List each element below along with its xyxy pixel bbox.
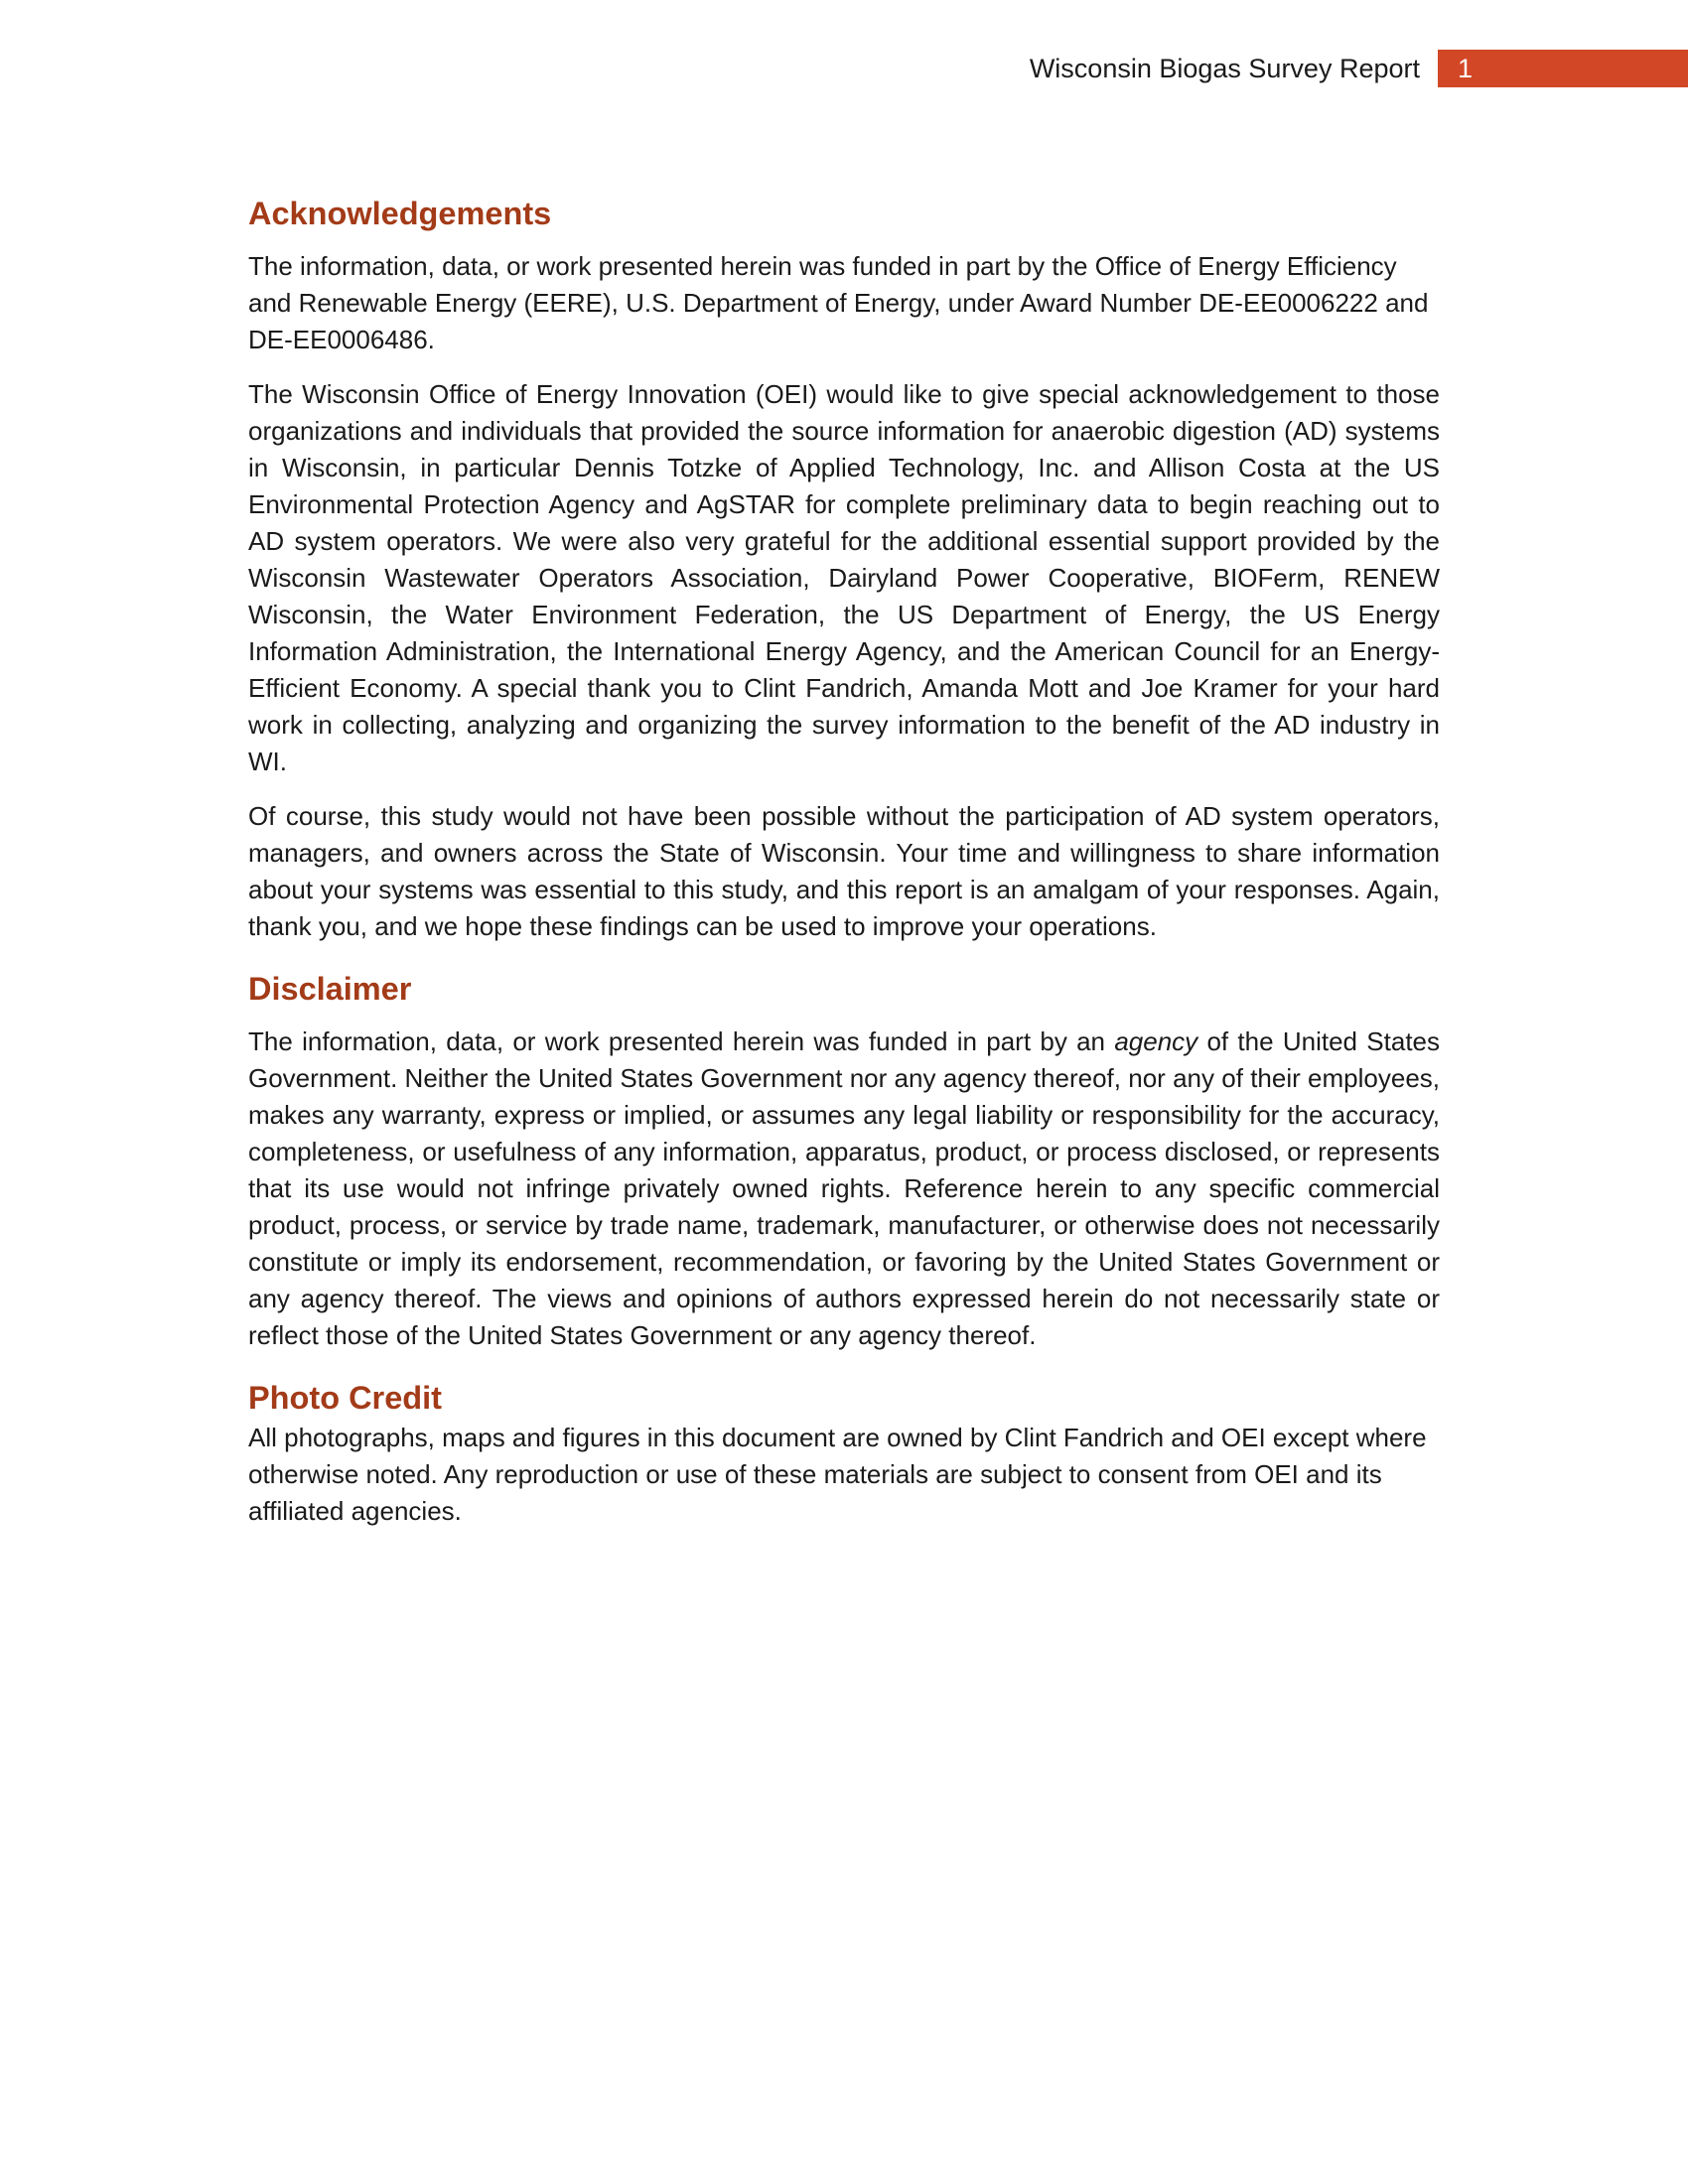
page-header: [1030, 50, 1688, 87]
acknowledgements-paragraph-participation: Of course, this study would not have been possible without the participation of AD system operators, managers, and owners across the State of Wisconsin. Your time and willingness to share information about your systems was essential to this study, and this report is an amalgam of your responses. Again, thank you, and we hope these findings can be used to improve your operations.: [248, 801, 1440, 941]
photo-credit-section: [248, 1376, 1440, 1530]
header-title: Wisconsin Biogas Survey Report: [1029, 53, 1420, 83]
acknowledgements-section: [248, 192, 1440, 945]
acknowledgements-paragraph-thanks: The Wisconsin Office of Energy Innovation (OEI) would like to give special acknowledgement to those organizations and individuals that provided the source information for anaerobic digestion (AD) systems in Wisconsin, in particular Dennis Totzke of Applied Technology, Inc. and Allison Costa at the US Environmental Protection Agency and AgSTAR for complete preliminary data to begin reaching out to AD system operators. We were also very grateful for the additional essential support provided by the Wisconsin Wastewater Operators Association, Dairyland Power Cooperative, BIOFerm, RENEW Wisconsin, the Water Environment Federation, the US Department of Energy, the US Energy Information Administration, the International Energy Agency, and the American Council for an Energy-Efficient Economy. A special thank you to Clint Fandrich, Amanda Mott and Joe Kramer for your hard work in collecting, analyzing and organizing the survey information to the benefit of the AD industry in WI.: [248, 379, 1440, 776]
photo-credit-paragraph: All photographs, maps and figures in this document are owned by Clint Fandrich and OEI except where otherwise noted. Any reproduction or use of these materials are subject to consent from OEI and its affiliated agencies.: [248, 1423, 1427, 1526]
photo-credit-heading: Photo Credit: [248, 1380, 442, 1416]
disclaimer-italic-word: agency: [1114, 1026, 1198, 1056]
disclaimer-section: [248, 967, 1440, 1354]
disclaimer-heading: Disclaimer: [248, 971, 412, 1007]
acknowledgements-heading: Acknowledgements: [248, 196, 552, 231]
page-number: 1: [1458, 53, 1474, 83]
disclaimer-text-start: The information, data, or work presented herein was funded in part by an: [248, 1026, 1115, 1056]
page-number-badge: [1438, 50, 1688, 87]
document-body: [248, 192, 1440, 1548]
disclaimer-paragraph: [248, 1024, 1440, 1354]
disclaimer-text-end: of the United States Government. Neither the United States Government nor any agency thereof, nor any of their employees, makes any warranty, express or implied, or assumes any legal liability or responsibility for the accuracy, completeness, or usefulness of any information, apparatus, product, or process disclosed, or represents that its use would not infringe privately owned rights. Reference herein to any specific commercial product, process, or service by trade name, trademark, manufacturer, or otherwise does not necessarily constitute or imply its endorsement, recommendation, or favoring by the United States Government or any agency thereof. The views and opinions of authors expressed herein do not necessarily state or reflect those of the United States Government or any agency thereof.: [248, 1026, 1440, 1350]
acknowledgements-paragraph-funding: The information, data, or work presented herein was funded in part by the Office of Energy Efficiency and Renewable Energy (EERE), U.S. Department of Energy, under Award Number DE-EE0006222 and DE-EE0006486.: [248, 251, 1429, 354]
